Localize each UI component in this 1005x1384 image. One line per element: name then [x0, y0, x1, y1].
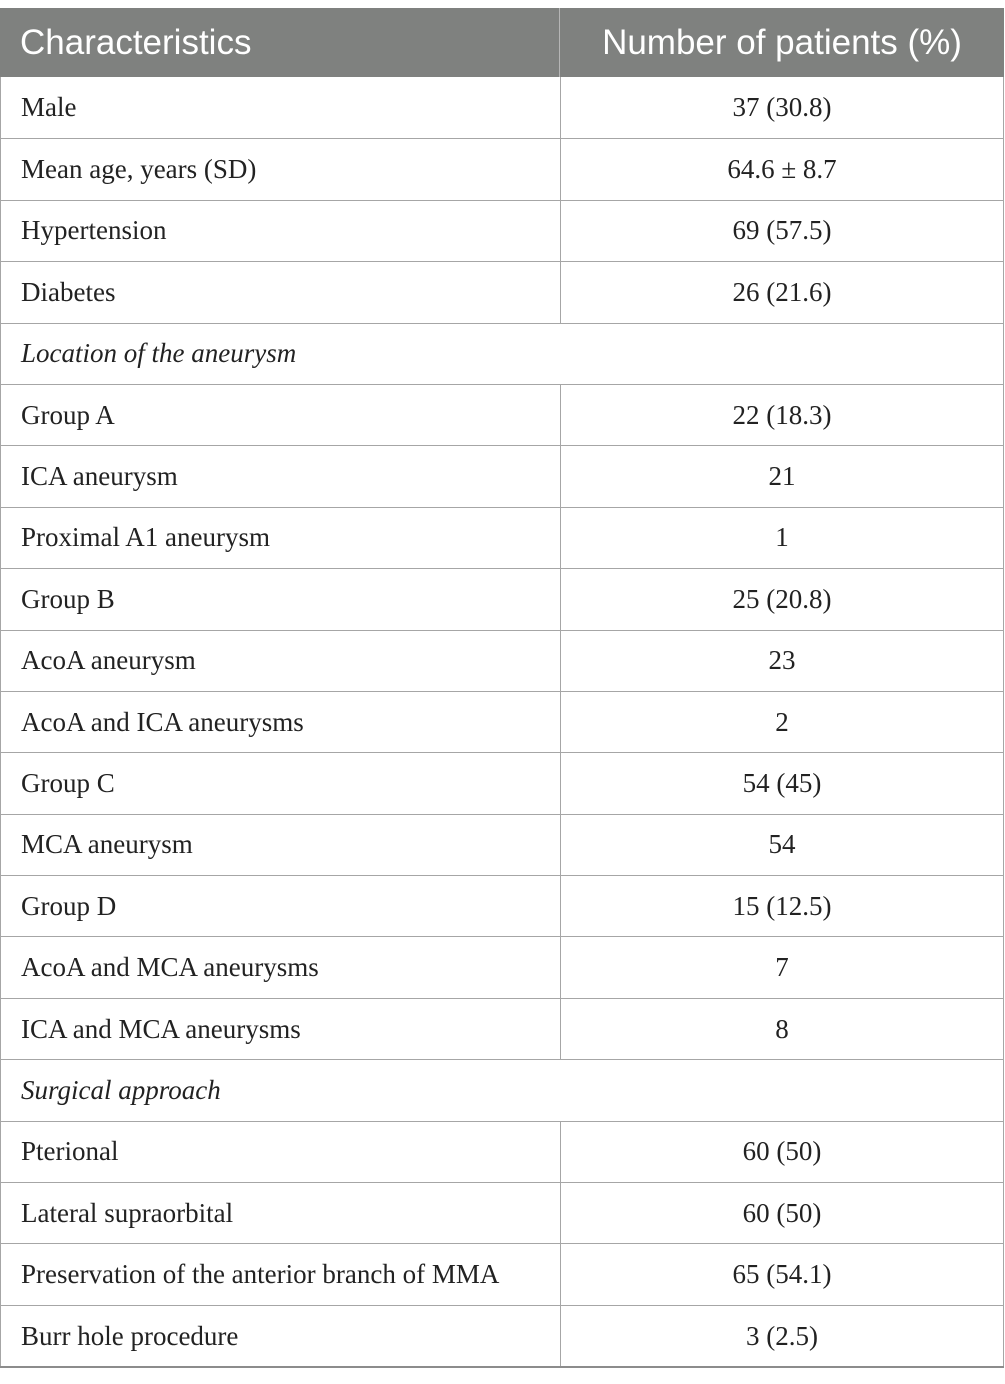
table-body — [0, 77, 1004, 1366]
row-value: 37 (30.8) — [732, 92, 832, 123]
row-label: ICA and MCA aneurysms — [1, 999, 561, 1059]
section-row-surgical-approach — [0, 1059, 1004, 1120]
table-row — [0, 814, 1004, 875]
table-row — [0, 507, 1004, 568]
header-characteristics: Characteristics — [0, 8, 560, 77]
table-row — [0, 568, 1004, 629]
table-row — [0, 77, 1004, 138]
row-value: 65 (54.1) — [732, 1259, 832, 1290]
row-value: 60 (50) — [742, 1136, 822, 1167]
row-value: 22 (18.3) — [732, 399, 832, 430]
row-label: ICA aneurysm — [1, 446, 561, 506]
table-row — [0, 138, 1004, 199]
row-label: Male — [1, 77, 561, 138]
table-row — [0, 691, 1004, 752]
table-row — [0, 1121, 1004, 1182]
row-value: 3 (2.5) — [746, 1320, 818, 1351]
row-label: Group C — [1, 753, 561, 813]
row-value: 25 (20.8) — [732, 583, 832, 614]
row-label: Pterional — [1, 1122, 561, 1182]
row-value: 1 — [775, 522, 789, 553]
row-label: AcoA and ICA aneurysms — [1, 692, 561, 752]
table-row — [0, 445, 1004, 506]
table-row — [0, 200, 1004, 261]
table-row — [0, 752, 1004, 813]
table-row — [0, 875, 1004, 936]
table-row — [0, 1182, 1004, 1243]
row-value: 15 (12.5) — [732, 890, 832, 921]
row-value: 64.6 ± 8.7 — [727, 154, 837, 185]
section-label: Location of the aneurysm — [21, 338, 297, 369]
row-label: Group D — [1, 876, 561, 936]
table-row — [0, 1243, 1004, 1304]
section-row-location — [0, 323, 1004, 384]
characteristics-table — [0, 8, 1004, 1368]
row-value: 23 — [768, 645, 796, 676]
table-row — [0, 630, 1004, 691]
table-header — [0, 8, 1004, 77]
header-number-of-patients: Number of patients (%) — [602, 22, 962, 62]
row-value: 26 (21.6) — [732, 276, 832, 307]
table-row — [0, 998, 1004, 1059]
row-value: 7 — [775, 952, 789, 983]
row-label: Lateral supraorbital — [1, 1183, 561, 1243]
table-row — [0, 936, 1004, 997]
row-value: 54 — [768, 829, 796, 860]
row-value: 69 (57.5) — [732, 215, 832, 246]
row-value: 2 — [775, 706, 789, 737]
row-value: 60 (50) — [742, 1197, 822, 1228]
row-label: AcoA and MCA aneurysms — [1, 937, 561, 997]
row-label: Burr hole procedure — [1, 1306, 561, 1366]
row-label: Proximal A1 aneurysm — [1, 508, 561, 568]
row-value: 21 — [768, 461, 796, 492]
row-label: Preservation of the anterior branch of MMA — [1, 1244, 561, 1304]
row-label: Group A — [1, 385, 561, 445]
table-row — [0, 261, 1004, 322]
row-value: 8 — [775, 1013, 789, 1044]
table-row — [0, 1305, 1004, 1366]
row-value: 54 (45) — [742, 767, 822, 798]
row-label: Group B — [1, 569, 561, 629]
table-row — [0, 384, 1004, 445]
row-label: Hypertension — [1, 201, 561, 261]
row-label: MCA aneurysm — [1, 815, 561, 875]
row-label: Diabetes — [1, 262, 561, 322]
row-label: Mean age, years (SD) — [1, 139, 561, 199]
section-label: Surgical approach — [21, 1074, 221, 1105]
row-label: AcoA aneurysm — [1, 631, 561, 691]
